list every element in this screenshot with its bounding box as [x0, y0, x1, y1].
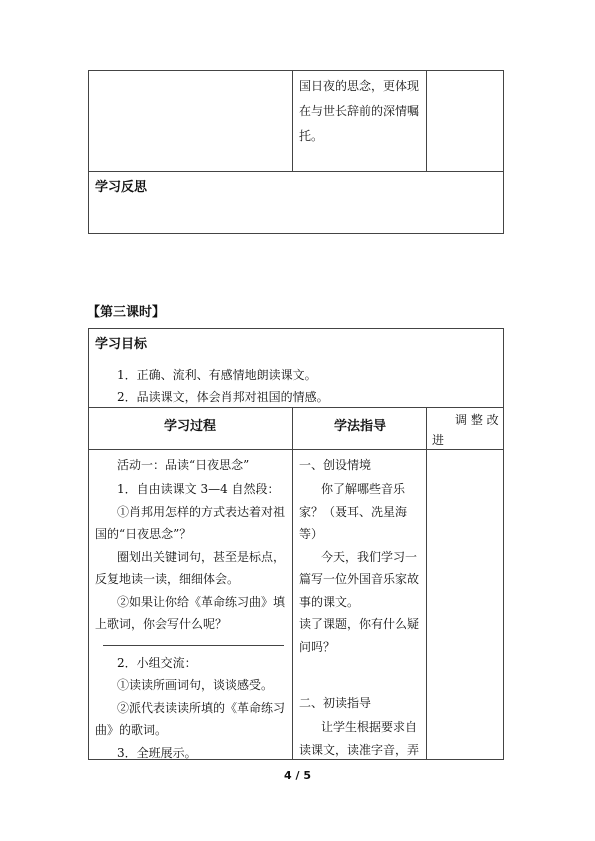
process-line: 曲》的歌词。	[95, 723, 168, 737]
guide-line: 读课文，读准字音，弄	[299, 743, 420, 757]
process-line: 上歌词，你会写什么呢？	[95, 617, 228, 631]
table-2-goals-divider	[88, 407, 504, 408]
reflection-label: 学习反思	[95, 180, 148, 195]
table-1-col-divider-2	[426, 70, 427, 171]
page-number: 4 / 5	[284, 769, 311, 782]
guide-header: 学法指导	[334, 419, 387, 434]
table-2-top-border	[88, 328, 504, 329]
adjust-header: 进	[432, 433, 445, 447]
process-line: 国的“日夜思念”？	[95, 527, 192, 541]
answer-blank-line	[103, 645, 284, 646]
lesson-3-heading: 【第三课时】	[87, 305, 166, 320]
guide-line: 篇写一位外国音乐家故	[299, 572, 420, 586]
guide-line: 让学生根据要求自	[321, 720, 418, 734]
table-1-mid-line: 托。	[299, 129, 324, 143]
adjust-header: 调 整 改	[455, 413, 499, 427]
process-line: ①肖邦用怎样的方式表达着对祖	[117, 505, 286, 519]
table-1-col-divider-1	[292, 70, 293, 171]
process-line: ②如果让你给《革命练习曲》填	[117, 595, 286, 609]
table-1-mid-line: 国日夜的思念，更体现	[299, 79, 420, 93]
process-line: 圈划出关键词句，甚至是标点，	[117, 550, 286, 564]
table-1-row-divider	[88, 171, 504, 172]
table-1-left-border	[88, 70, 89, 234]
table-2-left-border	[88, 328, 89, 760]
goal-item: 2．品读课文，体会肖邦对祖国的情感。	[117, 390, 329, 404]
process-line: ①读读所画词句，谈谈感受。	[117, 678, 274, 692]
process-line: 2．小组交流：	[117, 656, 197, 670]
guide-line: 问吗？	[299, 640, 336, 654]
guide-line: 家？（聂耳、冼星海	[299, 505, 408, 519]
process-line: 1．自由读课文 3—4 自然段：	[117, 482, 280, 496]
process-line: ②派代表读读所填的《革命练习	[117, 701, 286, 715]
table-2-header-divider	[88, 449, 504, 450]
table-2-col-divider-2	[426, 407, 427, 760]
table-2-col-divider-1	[292, 407, 293, 760]
process-line: 3．全班展示。	[117, 746, 197, 760]
process-header: 学习过程	[164, 419, 217, 434]
guide-line: 事的课文。	[299, 595, 360, 609]
process-line: 反复地读一读，细细体会。	[95, 572, 240, 586]
guide-line: 你了解哪些音乐	[321, 482, 406, 496]
table-1-mid-line: 在与世长辞前的深情嘱	[299, 104, 420, 118]
guide-line: 二、初读指导	[299, 696, 372, 710]
guide-line: 等）	[299, 527, 324, 541]
table-1-right-border	[503, 70, 504, 234]
goals-label: 学习目标	[95, 337, 148, 352]
table-2-right-border	[503, 328, 504, 760]
table-1-bottom-border	[88, 233, 504, 234]
table-1-top-border	[88, 70, 504, 71]
guide-line: 今天，我们学习一	[321, 550, 418, 564]
guide-line: 一、创设情境	[299, 458, 372, 472]
guide-line: 读了课题，你有什么疑	[299, 617, 420, 631]
goal-item: 1．正确、流利、有感情地朗读课文。	[117, 368, 317, 382]
process-line: 活动一：品读“日夜思念”	[117, 458, 250, 472]
